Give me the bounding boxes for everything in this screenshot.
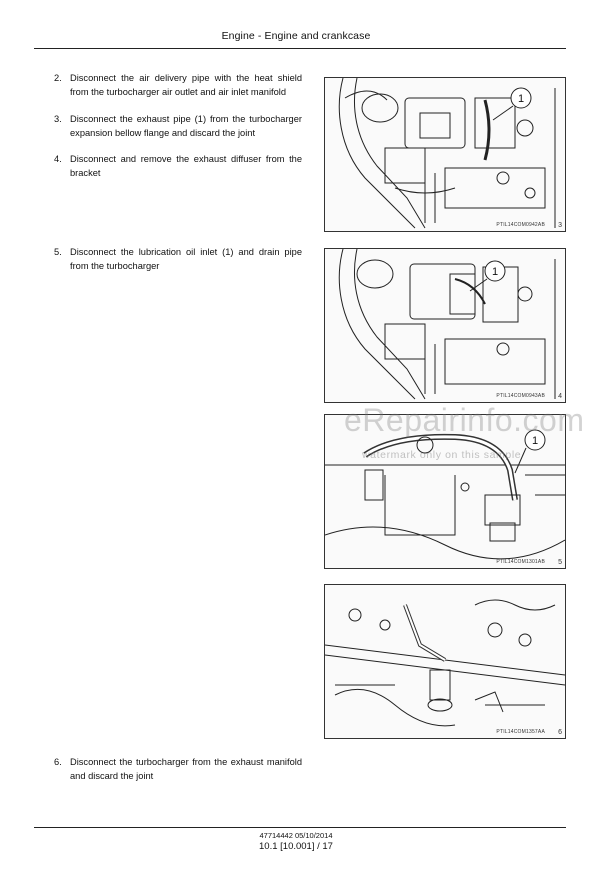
step-text: Disconnect the air delivery pipe with the heat shield from the turbocharger air outlet and air inlet manifold bbox=[70, 73, 302, 97]
step-4 bbox=[54, 153, 302, 180]
figure-4-callout: 1 bbox=[491, 266, 499, 278]
footer-document-reference: 47714442 05/10/2014 bbox=[259, 831, 333, 840]
step-number: 3. bbox=[54, 114, 62, 124]
figure-3-engine-illustration bbox=[324, 77, 566, 232]
figure-5-callout: 1 bbox=[531, 435, 539, 447]
figure-4-engine-illustration bbox=[324, 248, 566, 403]
figure-4-drawing bbox=[325, 249, 565, 402]
step-number: 5. bbox=[54, 247, 62, 257]
step-2 bbox=[54, 72, 302, 99]
footer-page-reference: 10.1 [10.001] / 17 bbox=[259, 841, 333, 852]
figure-5-code: PTIL14COM1301AB bbox=[496, 559, 545, 565]
header-divider bbox=[34, 48, 566, 49]
figure-3-code: PTIL14COM0942AB bbox=[496, 222, 545, 228]
figure-6-drawing bbox=[325, 585, 565, 738]
step-number: 6. bbox=[54, 757, 62, 767]
figure-6-code: PTIL14COM1357AA bbox=[496, 729, 545, 735]
step-number: 4. bbox=[54, 154, 62, 164]
figure-6-turbocharger-illustration bbox=[324, 584, 566, 739]
figure-6-number: 6 bbox=[558, 729, 562, 736]
figure-4-code: PTIL14COM0943AB bbox=[496, 393, 545, 399]
figure-3-number: 3 bbox=[558, 222, 562, 229]
step-text: Disconnect the turbocharger from the exhaust manifold and discard the joint bbox=[70, 757, 302, 781]
figure-5-number: 5 bbox=[558, 559, 562, 566]
footer-divider bbox=[34, 827, 566, 828]
page-header-title: Engine - Engine and crankcase bbox=[221, 30, 371, 42]
step-text: Disconnect the exhaust pipe (1) from the turbocharger expansion bellow flange and discard the joint bbox=[70, 114, 302, 138]
step-number: 2. bbox=[54, 73, 62, 83]
step-text: Disconnect the lubrication oil inlet (1) and drain pipe from the turbocharger bbox=[70, 247, 302, 271]
step-3 bbox=[54, 113, 302, 140]
watermark-logo: eRepairinfo.com bbox=[344, 402, 585, 438]
step-text: Disconnect and remove the exhaust diffuser from the bracket bbox=[70, 154, 302, 178]
figure-4-number: 4 bbox=[558, 393, 562, 400]
step-5 bbox=[54, 246, 302, 273]
watermark-subtext: watermark only on this sample bbox=[362, 449, 522, 461]
figure-3-callout: 1 bbox=[517, 93, 525, 105]
figure-3-drawing bbox=[325, 78, 565, 231]
step-6 bbox=[54, 756, 302, 783]
